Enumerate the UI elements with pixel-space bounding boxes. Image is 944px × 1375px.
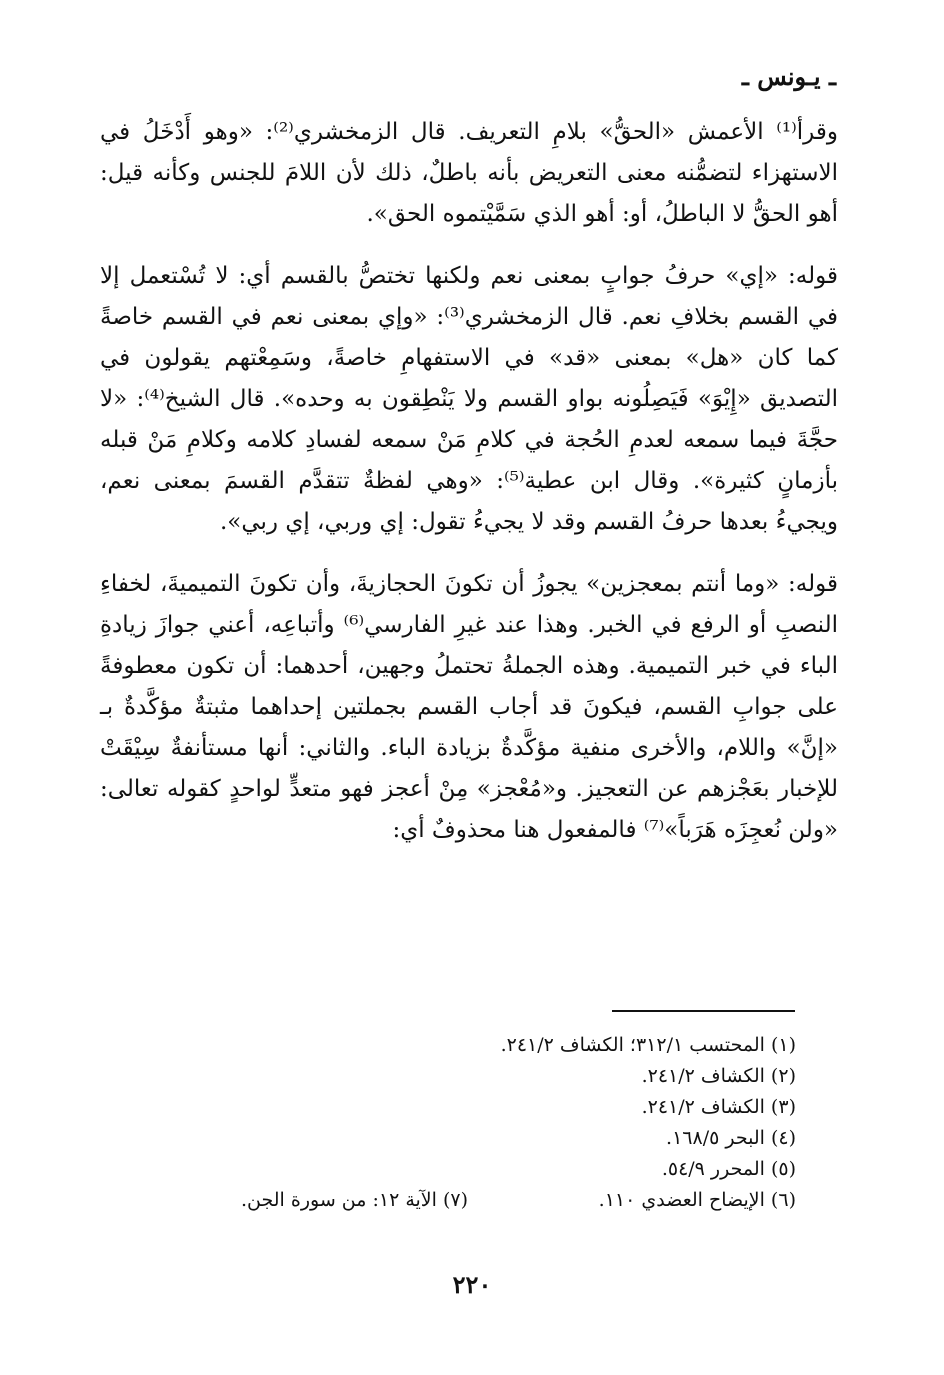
footnote: (٧) الآية ١٢: من سورة الجن. (241, 1189, 469, 1211)
footnote: (٢) الكشاف ٢٤١/٢. (641, 1065, 796, 1087)
footnote: (١) المحتسب ٣١٢/١؛ الكشاف ٢٤١/٢. (500, 1034, 796, 1056)
footnote: (٥) المحرر ٥٤/٩. (661, 1158, 796, 1180)
main-text (100, 112, 838, 851)
footnotes (196, 1030, 796, 1216)
paragraph: قوله: «وما أنتم بمعجزين» يجوزُ أن تكونَ الحجازيةَ، وأن تكونَ التميميةَ، لخفاءِ النصبِ أو الرفع في الخبر. وهذا عند غيرِ الفارسي⁽⁶⁾ وأتباعِه، أعني جوازَ زيادةِ الباء في خبر التميمية. وهذه الجملةُ تحتملُ وجهين، أحدهما: أن تكون معطوفةً على جوابِ القسم، فيكونَ قد أجاب القسم بجملتين إحداهما مثبتةٌ مؤكَّدةٌ بـ «إنَّ» واللام، والأخرى منفية مؤكَّدةٌ بزيادة الباء. والثاني: أنها مستأنفةٌ سِيْقَتْ للإخبار بعَجْزهم عن التعجيز. و«مُعْجز» مِنْ أعجز فهو متعدٍّ لواحدٍ كقوله تعالى: «ولن نُعجِزَه هَرَباً»⁽⁷⁾ فالمفعول هنا محذوفٌ أي: (100, 571, 838, 843)
paragraph: قوله: «إي» حرفُ جوابٍ بمعنى نعم ولكنها تختصُّ بالقسم أي: لا تُسْتعمل إلا في القسم بخلافِ نعم. قال الزمخشري⁽³⁾: «وإي بمعنى نعم في القسم خاصةً كما كان «هل» بمعنى «قد» في الاستفهامِ خاصةً، وسَمِعْتهم يقولون في التصديق «إِيْوَ» فَيَصِلُونه بواو القسم ولا يَنْطِقون به وحده». قال الشيخ⁽⁴⁾: «لا حجَّةَ فيما سمعه لعدمِ الحُجة في كلامِ مَنْ سمعه لفسادِ كلامه وكلامِ مَنْ قبله بأزمانٍ كثيرة». وقال ابن عطية⁽⁵⁾: «وهي لفظةٌ تتقدَّم القسمَ بمعنى نعم، ويجيءُ بعدها حرفُ القسم وقد لا يجيءُ تقول: إي وربي، إي ربي». (100, 263, 839, 535)
footnote: (٣) الكشاف ٢٤١/٢. (641, 1096, 796, 1118)
running-header: ـ يـونس ـ (741, 62, 836, 91)
footnote: (٦) الإيضاح العضدي ١١٠. (598, 1189, 796, 1211)
footnote-divider (612, 1010, 795, 1012)
footnote: (٤) البحر ١٦٨/٥. (666, 1127, 796, 1149)
footnote-row (196, 1185, 796, 1216)
page-number: ٢٢٠ (452, 1270, 492, 1299)
paragraph: وقرأ⁽¹⁾ الأعمش «الحقُّ» بلامِ التعريف. قال الزمخشري⁽²⁾: «وهو أَدْخَلُ في الاستهزاء لتضمُّنه معنى التعريض بأنه باطلٌ، ذلك لأن اللامَ للجنس وكأنه قيل: أهو الحقُّ لا الباطلُ، أو: أهو الذي سَمَّيْتموه الحق». (100, 119, 838, 227)
